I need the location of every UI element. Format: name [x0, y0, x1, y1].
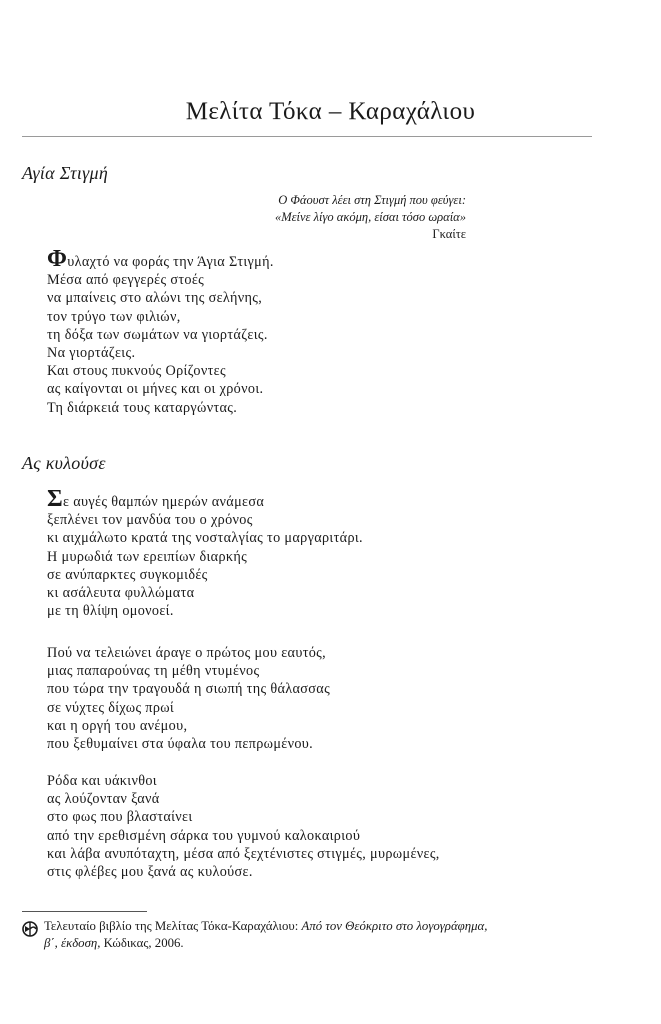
poem-line: Να γιορτάζεις.: [47, 345, 136, 362]
footnote-text: Τελευταίο βιβλίο της Μελίτας Τόκα-Καραχάλιου:: [44, 919, 302, 933]
epigraph: [275, 192, 466, 243]
footnote-edition: β΄, έκδοση,: [44, 936, 101, 950]
epigraph-line: «Μείνε λίγο ακόμη, είσαι τόσο ωραία»: [274, 210, 466, 224]
epigraph-line: Ο Φάουστ λέει στη Στιγμή που φεύγει:: [278, 193, 466, 207]
poem-heading-agia-stigmi: Αγία Στιγμή: [22, 163, 109, 183]
poem-line: σε νύχτες δίχως πρωί: [47, 699, 175, 716]
poem-line: να μπαίνεις στο αλώνι της σελήνης,: [47, 290, 263, 307]
poem-line: [47, 246, 274, 272]
poem-line: τον τρύγο των φιλιών,: [47, 308, 181, 325]
poem-heading-as-kylouse: Ας κυλούσε: [22, 453, 106, 473]
poem-line: Μέσα από φεγγερές στοές: [47, 272, 205, 289]
page-title: Μελίτα Τόκα – Καραχάλιου: [185, 98, 476, 125]
poem-line: και λάβα ανυπόταχτη, μέσα από ξεχτένιστες στιγμές, μυρωμένες,: [47, 845, 440, 862]
footnote: [22, 918, 597, 952]
stanza: [47, 772, 440, 881]
stanza: [47, 486, 363, 620]
book-bullet-icon: [22, 920, 38, 938]
poem-line-text: ε αυγές θαμπών ημερών ανάμεσα: [63, 494, 265, 510]
title-divider: [22, 136, 592, 137]
poem-line: κι ασάλευτα φυλλώματα: [47, 585, 195, 602]
epigraph-author: Γκαίτε: [432, 227, 466, 241]
poem-line: Ρόδα και υάκινθοι: [47, 773, 157, 789]
poem-line: Τη διάρκειά τους καταργώντας.: [47, 399, 238, 416]
drop-cap: Σ: [47, 486, 64, 512]
drop-cap: Φ: [47, 246, 68, 272]
poem-line: που ξεθυμαίνει στα ύφαλα του πεπρωμένου.: [47, 736, 314, 753]
poem-line: τη δόξα των σωμάτων να γιορτάζεις.: [47, 326, 268, 343]
poem-line: που τώρα την τραγουδά η σιωπή της θάλασσας: [47, 681, 331, 698]
poem-line: κι αιχμάλωτο κρατά της νοσταλγίας το μαργαριτάρι.: [47, 530, 363, 547]
poem-line: ας λούζονταν ξανά: [47, 791, 160, 808]
poem-line: Και στους πυκνούς Ορίζοντες: [47, 363, 226, 380]
poem-line-text: υλαχτό να φοράς την Άγια Στιγμή.: [67, 254, 274, 270]
poem-line: ας καίγονται οι μήνες και οι χρόνοι.: [47, 381, 264, 398]
stanza: [47, 644, 330, 753]
poem-line: και η οργή του ανέμου,: [47, 717, 188, 734]
poem-line: Η μυρωδιά των ερειπίων διαρκής: [47, 548, 248, 565]
poem-line: [47, 486, 363, 512]
poem-line: Πού να τελειώνει άραγε ο πρώτος μου εαυτός,: [47, 645, 327, 661]
footnote-divider: [22, 911, 147, 912]
poem-line: με τη θλίψη ομονοεί.: [47, 603, 174, 620]
poem-line: στις φλέβες μου ξανά ας κυλούσε.: [47, 864, 253, 881]
poem-line: σε ανύπαρκτες συγκομιδές: [47, 566, 208, 583]
poem-line: μιας παπαρούνας τη μέθη ντυμένος: [47, 663, 260, 680]
poem-line: ξεπλένει τον μανδύα του ο χρόνος: [47, 512, 253, 529]
footnote-publisher: Κώδικας, 2006.: [100, 936, 184, 950]
poem-line: από την ερεθισμένη σάρκα του γυμνού καλοκαιριού: [47, 827, 361, 844]
footnote-book-title: Από τον Θεόκριτο στο λογογράφημα,: [301, 919, 488, 933]
stanza: [47, 246, 274, 417]
poem-line: στο φως που βλασταίνει: [47, 809, 193, 826]
